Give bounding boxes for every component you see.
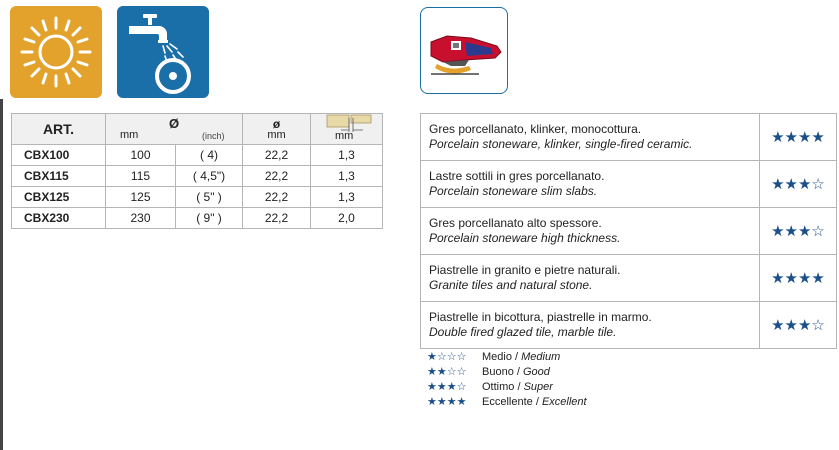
usage-description: [421, 302, 760, 349]
legend-it: Medio: [482, 351, 512, 363]
usage-rating-table: [420, 113, 837, 349]
usage-it: Piastrelle in bicottura, piastrelle in marmo.: [429, 310, 652, 324]
legend-en: Excellent: [541, 396, 587, 408]
star-rating: ★★★★: [760, 255, 837, 302]
table-row: [421, 302, 837, 349]
star-rating: ★★★☆: [760, 161, 837, 208]
cell-art: CBX100: [12, 145, 106, 166]
usage-it: Gres porcellanato, klinker, monocottura.: [429, 122, 642, 136]
legend-en: Super: [523, 381, 553, 393]
rating-legend: [427, 350, 587, 410]
table-row: [421, 208, 837, 255]
cell-thickness: 1,3: [311, 145, 383, 166]
cell-thickness: 1,3: [311, 187, 383, 208]
usage-en: Granite tiles and natural stone.: [429, 278, 593, 292]
table-row: [12, 166, 383, 187]
star-rating: ★★★★: [760, 114, 837, 161]
legend-stars: ★☆☆☆: [427, 351, 467, 363]
cell-thickness: 1,3: [311, 166, 383, 187]
table-row: [12, 187, 383, 208]
usage-en: Porcelain stoneware slim slabs.: [429, 184, 598, 198]
cell-mm: 230: [106, 208, 176, 229]
cell-art: CBX230: [12, 208, 106, 229]
thickness-unit: mm: [335, 130, 354, 142]
header-art: ART.: [12, 114, 106, 145]
sun-icon: [10, 6, 102, 98]
table-header-row: [12, 114, 383, 145]
legend-en: Medium: [521, 351, 561, 363]
usage-description: [421, 114, 760, 161]
angle-grinder-icon: [420, 7, 508, 94]
bore-symbol: ø: [272, 117, 281, 131]
table-row: [421, 114, 837, 161]
legend-item: [427, 395, 587, 410]
cell-inch: ( 4): [176, 145, 243, 166]
legend-it: Eccellente: [482, 396, 533, 408]
legend-sep: /: [511, 351, 522, 363]
legend-item: [427, 365, 587, 380]
legend-sep: /: [514, 381, 524, 393]
star-rating: ★★★☆: [760, 208, 837, 255]
usage-en: Double fired glazed tile, marble tile.: [429, 325, 617, 339]
specification-table: [11, 113, 383, 229]
usage-description: [421, 161, 760, 208]
cell-bore: 22,2: [243, 145, 311, 166]
legend-item: [427, 350, 587, 365]
diameter-mm-label: mm: [120, 129, 139, 141]
header-thickness: [311, 114, 383, 145]
legend-it: Buono: [482, 366, 514, 378]
cell-bore: 22,2: [243, 208, 311, 229]
legend-stars: ★★☆☆: [427, 366, 467, 378]
usage-description: [421, 255, 760, 302]
legend-en: Good: [522, 366, 550, 378]
legend-it: Ottimo: [482, 381, 515, 393]
cell-inch: ( 4,5"): [176, 166, 243, 187]
legend-stars: ★★★★: [427, 396, 467, 408]
cell-art: CBX115: [12, 166, 106, 187]
cell-bore: 22,2: [243, 187, 311, 208]
diameter-inch-label: (inch): [202, 131, 225, 141]
cell-art: CBX125: [12, 187, 106, 208]
cell-mm: 125: [106, 187, 176, 208]
table-row: [12, 208, 383, 229]
usage-it: Piastrelle in granito e pietre naturali.: [429, 263, 621, 277]
page-edge-bar: [0, 99, 3, 450]
legend-sep: /: [532, 396, 542, 408]
usage-en: Porcelain stoneware high thickness.: [429, 231, 621, 245]
legend-item: [427, 380, 587, 395]
water-tap-icon: [117, 6, 209, 98]
cell-mm: 100: [106, 145, 176, 166]
usage-it: Lastre sottili in gres porcellanato.: [429, 169, 605, 183]
table-row: [12, 145, 383, 166]
star-rating: ★★★☆: [760, 302, 837, 349]
diameter-symbol: Ø: [168, 116, 180, 131]
header-diameter: [106, 114, 243, 145]
usage-it: Gres porcellanato alto spessore.: [429, 216, 602, 230]
header-bore: [243, 114, 311, 145]
cell-bore: 22,2: [243, 166, 311, 187]
cell-inch: ( 5" ): [176, 187, 243, 208]
table-row: [421, 161, 837, 208]
usage-description: [421, 208, 760, 255]
cell-thickness: 2,0: [311, 208, 383, 229]
legend-sep: /: [513, 366, 523, 378]
usage-en: Porcelain stoneware, klinker, single-fired ceramic.: [429, 137, 693, 151]
legend-stars: ★★★☆: [427, 381, 467, 393]
bore-unit: mm: [267, 129, 286, 141]
cell-inch: ( 9" ): [176, 208, 243, 229]
cell-mm: 115: [106, 166, 176, 187]
table-row: [421, 255, 837, 302]
